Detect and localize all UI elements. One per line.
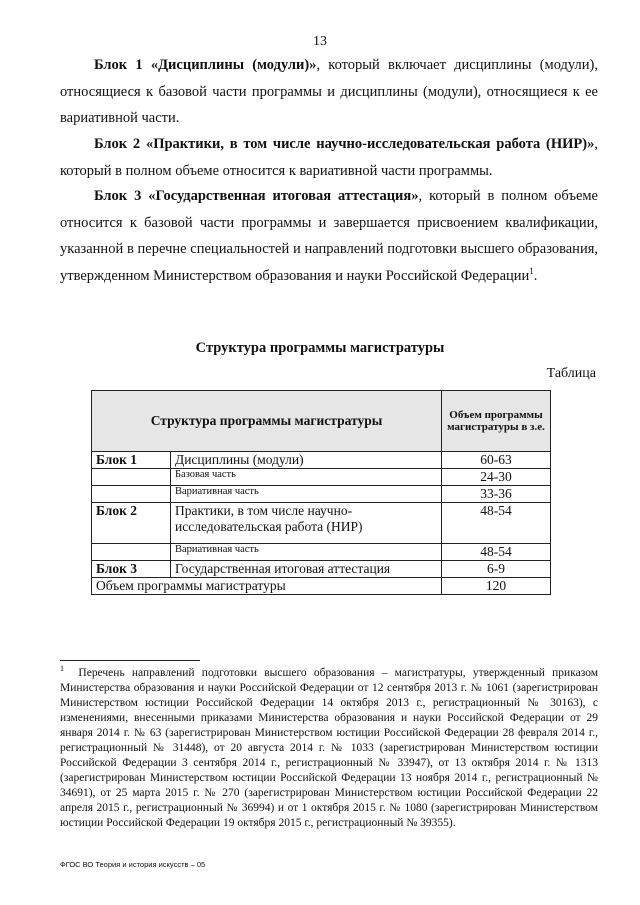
table-row bbox=[92, 544, 551, 561]
block-3-end: . bbox=[533, 267, 538, 284]
row-value: 60-63 bbox=[442, 452, 551, 469]
block-2-heading: Блок 2 «Практики, в том числе научно-исследовательская работа (НИР)» bbox=[94, 136, 595, 152]
block-1-heading: Блок 1 «Дисциплины (модули)» bbox=[94, 57, 317, 73]
row-name: Базовая часть bbox=[171, 469, 442, 486]
table-label: Таблица bbox=[546, 366, 596, 381]
row-value: 48-54 bbox=[442, 544, 551, 561]
table-row bbox=[92, 486, 551, 503]
table-row bbox=[92, 503, 551, 544]
footnote-text: Перечень направлений подготовки высшего образования – магистратуры, утвержденный приказом Министерства образования и науки Российской Федерации от 12 сентября 2013 г. № 1061 (зарегистрирован Министерством юстиции Российской Федерации 14 октября 2013 г., регистрационный № 30163), с изменениями, внесенными приказами Министерства образования и науки Российской Федерации от 29 января 2014 г. № 63 (зарегистрирован Министерством юстиции Российской Федерации 28 февраля 2014 г., регистрационный № 31448), от 20 августа 2014 г. № 1033 (зарегистрирован Министерством юстиции Российской Федерации 3 сентября 2014 г., регистрационный № 33947), от 13 октября 2014 г. № 1313 (зарегистрирован Министерством юстиции Российской Федерации 13 ноября 2014 г., регистрационный № 34691), от 25 марта 2015 г. № 270 (зарегистрирован Министерством юстиции Российской Федерации 22 апреля 2015 г., регистрационный № 36994) и от 1 октября 2015 г. № 1080 (зарегистрирован Министерством юстиции Российской Федерации 19 октября 2015 г., регистрационный № 39355). bbox=[60, 667, 599, 829]
row-block: Блок 2 bbox=[92, 503, 171, 544]
footnote-reference[interactable]: 1 bbox=[529, 265, 534, 276]
table-row bbox=[92, 561, 551, 578]
row-name: Государственная итоговая аттестация bbox=[171, 561, 442, 578]
row-value: 33-36 bbox=[442, 486, 551, 503]
table-total-row bbox=[92, 578, 551, 595]
table-row bbox=[92, 452, 551, 469]
row-name: Вариативная часть bbox=[171, 486, 442, 503]
block-3-heading: Блок 3 «Государственная итоговая аттестация» bbox=[94, 188, 419, 204]
program-structure-table bbox=[91, 390, 551, 595]
row-value: 24-30 bbox=[442, 469, 551, 486]
page-number: 13 bbox=[313, 34, 327, 49]
header-volume: Объем программы магистратуры в з.е. bbox=[442, 391, 551, 452]
row-block: Блок 1 bbox=[92, 452, 171, 469]
structure-title: Структура программы магистратуры bbox=[195, 340, 445, 356]
footnote-divider bbox=[60, 660, 200, 661]
row-value: 48-54 bbox=[442, 503, 551, 544]
block-2-text: , который в полном объеме относится к вариативной части программы. bbox=[60, 136, 598, 179]
paragraph-block-2 bbox=[60, 131, 598, 184]
paragraph-block-1 bbox=[60, 52, 598, 132]
row-block bbox=[92, 544, 171, 561]
row-block bbox=[92, 469, 171, 486]
footnote-mark: 1 bbox=[60, 664, 64, 674]
row-block: Блок 3 bbox=[92, 561, 171, 578]
table-row bbox=[92, 469, 551, 486]
page-footer: ФГОС ВО Теория и история искусств – 05 bbox=[60, 860, 206, 869]
row-value: 6-9 bbox=[442, 561, 551, 578]
header-structure: Структура программы магистратуры bbox=[92, 391, 442, 452]
row-name: Дисциплины (модули) bbox=[171, 452, 442, 469]
total-value: 120 bbox=[442, 578, 551, 595]
block-3-text: , который в полном объеме относится к базовой части программы и завершается присвоением квалификации, указанной в перечне специальностей и направлений подготовки высшего образования, утвержденном Министерством образования и науки Российской Федерации bbox=[60, 188, 598, 284]
row-block bbox=[92, 486, 171, 503]
row-name: Практики, в том числе научно-исследовательская работа (НИР) bbox=[171, 503, 442, 544]
row-name: Вариативная часть bbox=[171, 544, 442, 561]
paragraph-block-3 bbox=[60, 183, 598, 289]
table-header-row bbox=[92, 391, 551, 452]
footnote bbox=[60, 666, 598, 831]
block-1-text: , который включает дисциплины (модули), относящиеся к базовой части программы и дисциплины (модули), относящиеся к ее вариативной части. bbox=[60, 57, 598, 126]
total-label: Объем программы магистратуры bbox=[92, 578, 442, 595]
